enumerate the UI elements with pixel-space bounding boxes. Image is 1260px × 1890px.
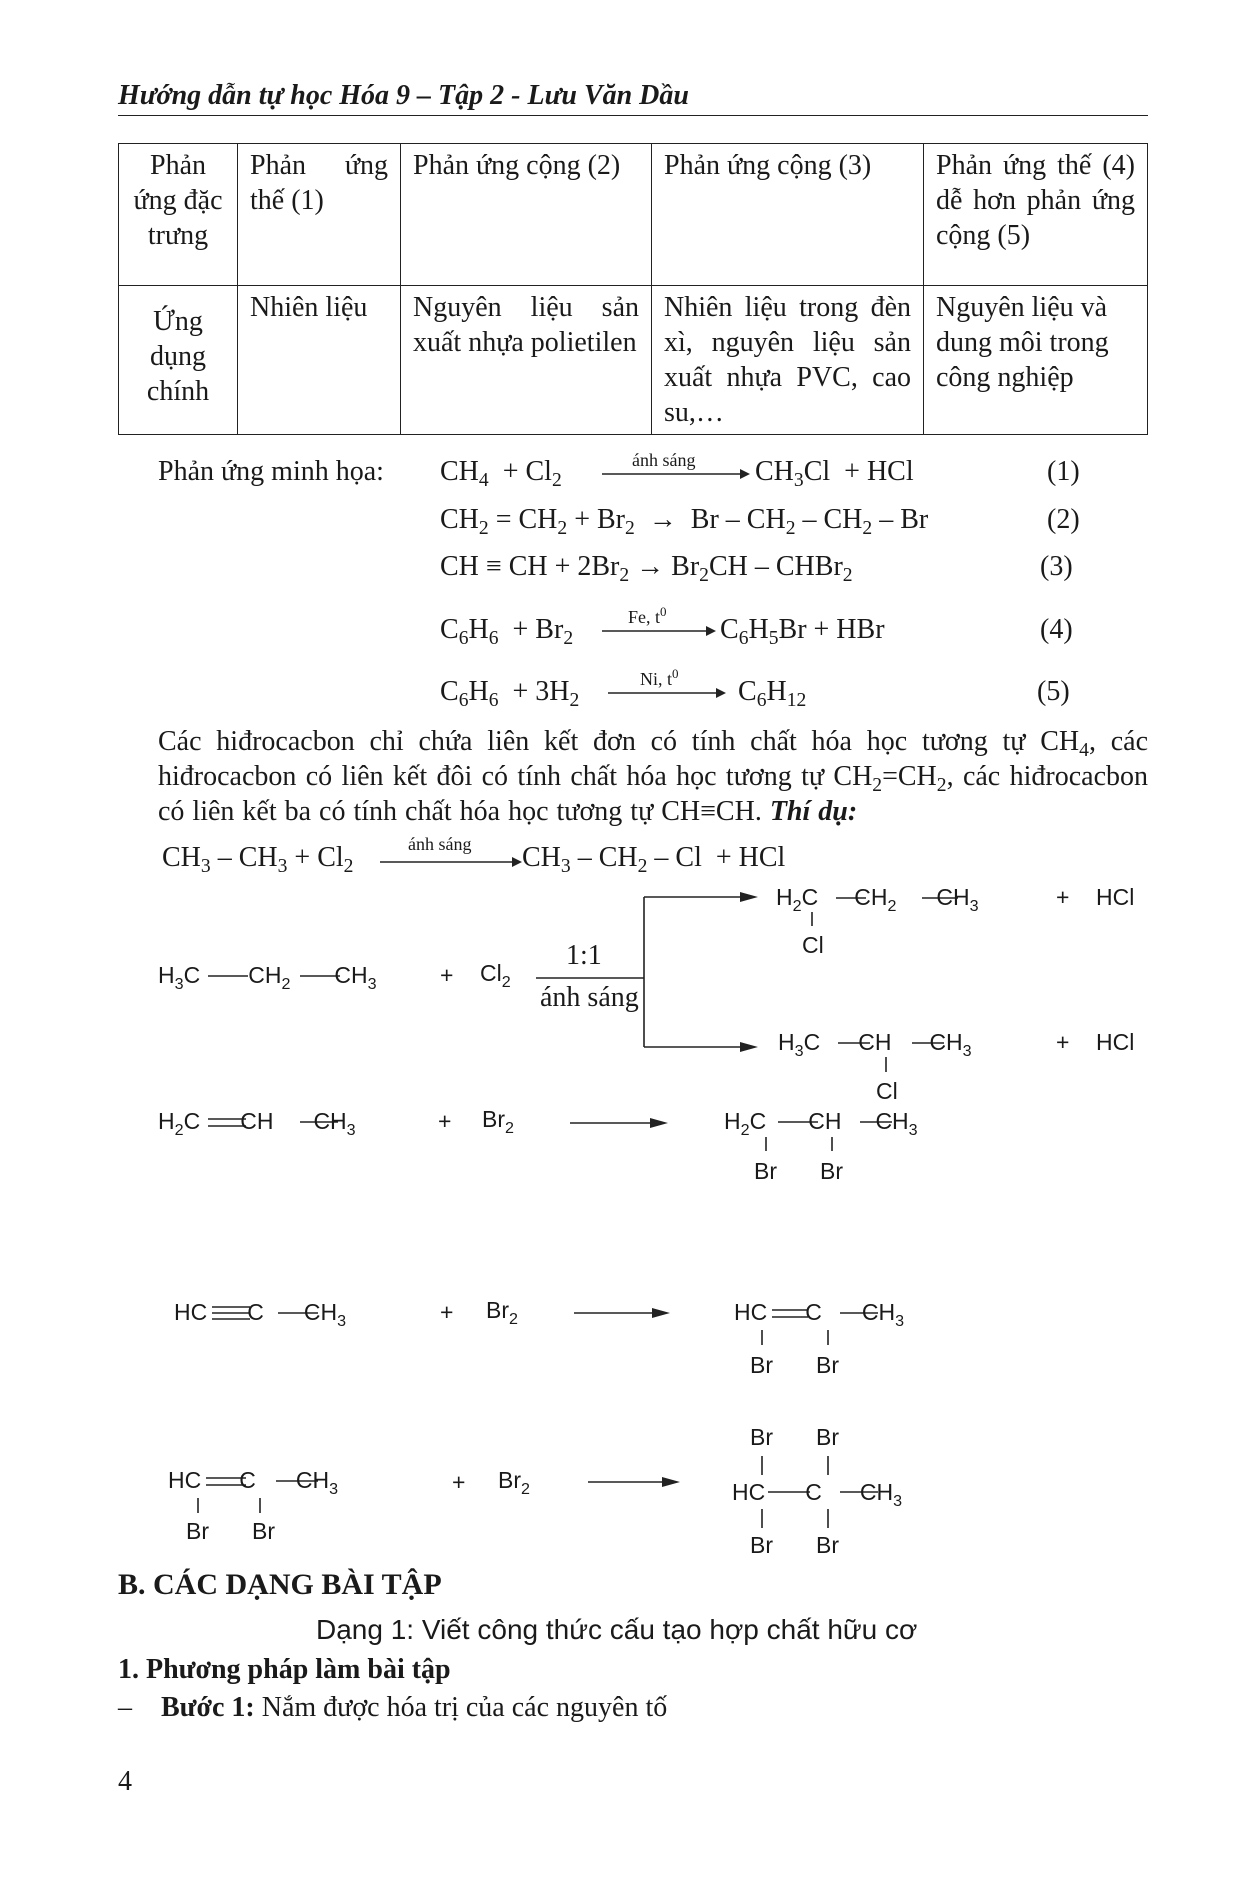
plus-sign: +: [438, 1108, 452, 1134]
equation-4-number: (4): [1040, 614, 1073, 645]
example-label: Thí dụ:: [769, 796, 858, 827]
plus-sign: +: [452, 1469, 466, 1495]
illustration-label: Phản ứng minh họa:: [158, 456, 384, 487]
table-cell: Nhiên liệu: [238, 286, 401, 435]
chlorine-substituent: Cl: [802, 932, 824, 958]
dang-1-title: Dạng 1: Viết công thức cấu tạo hợp chất hữu cơ: [316, 1614, 918, 1645]
table-cell: Nguyên liệu sản xuất nhựa polietilen: [401, 286, 652, 435]
equation-4-left: $C_6H_6 + Br_2$: [440, 614, 574, 649]
example-equation-left: $CH_3 - CH_3 + Cl_2$: [162, 842, 354, 877]
dibromopropene: HC C $CH_3$: [168, 1467, 339, 1498]
chlorine: $Cl_2$: [480, 960, 511, 991]
page-number: 4: [118, 1766, 132, 1797]
paragraph-line-2-tail: , các: [946, 761, 1001, 792]
table-cell: Phản ứng cộng (3): [652, 144, 924, 286]
equation-1-left: $CH_4 + Cl_2$: [440, 456, 562, 491]
product-2-chloropropane: $H_3C$ CH $CH_3$: [778, 1029, 972, 1060]
ratio-label: 1:1: [566, 940, 602, 971]
bromine-substituent: Br: [820, 1158, 843, 1184]
tetrabromopropane: HC C $CH_3$: [732, 1479, 903, 1510]
propyne: HC C $CH_3$: [174, 1299, 347, 1330]
chlorine-substituent: Cl: [876, 1078, 898, 1104]
hcl-byproduct: HCl: [1096, 884, 1135, 910]
bromine-substituent: Br: [816, 1424, 839, 1450]
bromine-substituent: Br: [816, 1532, 839, 1558]
equation-3: CH ≡ CH + $2Br_2 \to Br_2CH$ – CHBr$_2$: [440, 551, 853, 586]
plus-sign: +: [440, 962, 454, 988]
example-equation-right: $CH_3 - CH_2$ – Cl + HCl: [522, 842, 786, 877]
paragraph-line-3: hiđrocacbon có liên kết ba có tính chất hóa học tương tự CH≡CH.: [158, 761, 1148, 827]
table-cell: Nguyên liệu và dung môi trong công nghiệp: [924, 286, 1148, 435]
step-1-text: Nắm được hóa trị của các nguyên tố: [261, 1692, 668, 1723]
row-header: Phản ứng đặc trưng: [119, 144, 238, 286]
plus-sign: +: [440, 1299, 454, 1325]
equation-1-condition: ánh sáng: [632, 450, 696, 470]
table-cell: Phản ứng cộng (2): [401, 144, 652, 286]
equation-3-number: (3): [1040, 551, 1073, 582]
section-b-title: B. CÁC DẠNG BÀI TẬP: [118, 1568, 442, 1601]
step-1: [118, 1692, 667, 1724]
equation-4-condition: Fe, $t^0$: [628, 604, 667, 627]
bromine-substituent: Br: [186, 1518, 209, 1544]
condition-label: ánh sáng: [540, 982, 639, 1013]
equation-1-number: (1): [1047, 456, 1080, 487]
table-cell: Nhiên liệu trong đèn xì, nguyên liệu sản xuất nhựa PVC, cao su,…: [652, 286, 924, 435]
equation-5-number: (5): [1037, 676, 1070, 707]
dibromopropane: $H_2C$ CH $CH_3$: [724, 1108, 918, 1139]
running-header: Hướng dẫn tự học Hóa 9 – Tập 2 - Lưu Văn Dầu: [118, 80, 689, 111]
method-title: 1. Phương pháp làm bài tập: [118, 1654, 451, 1685]
propene: $H_2C$ CH $CH_3$: [158, 1108, 356, 1139]
bromine-substituent: Br: [750, 1352, 773, 1378]
bromine: $Br_2$: [486, 1297, 518, 1328]
bromine-substituent: Br: [252, 1518, 275, 1544]
bromine: $Br_2$: [498, 1467, 530, 1498]
bromine-substituent: Br: [816, 1352, 839, 1378]
table-cell: Phản ứng thế (4) dễ hơn phản ứng cộng (5): [924, 144, 1148, 286]
equation-5-left: $C_6H_6 + 3H_2$: [440, 676, 580, 711]
hcl-byproduct: HCl: [1096, 1029, 1135, 1055]
equation-1-right: $CH_3Cl$ + HCl: [755, 456, 914, 491]
equation-2: $CH_2 = CH_2 + Br_2 \to Br - CH_2 - CH_2 - Br$: [440, 504, 929, 539]
equation-5-right: $C_6H_{12}$: [738, 676, 807, 711]
step-1-label: Bước 1:: [161, 1692, 255, 1723]
paragraph-line-2: hiđrocacbon có liên kết đôi có tính chất hóa học tương tự CH: [158, 761, 873, 792]
equation-5-condition: Ni, $t^0$: [640, 666, 679, 689]
equation-4-right: $C_6H_5Br$ + HBr: [720, 614, 885, 649]
paragraph-line-1-tail: , các: [1088, 726, 1148, 757]
bromine: $Br_2$: [482, 1106, 514, 1137]
plus-sign: +: [1056, 1029, 1070, 1055]
equation-2-number: (2): [1047, 504, 1080, 535]
row-header: Ứng dụng chính: [119, 286, 238, 435]
step-1-dash: –: [118, 1692, 132, 1723]
bromine-substituent: Br: [750, 1532, 773, 1558]
product-1-chloropropane: $H_2C$ $CH_2$ $CH_3$: [776, 884, 979, 915]
paragraph-hydrocarbon: Các hiđrocacbon chỉ chứa liên kết đơn có tính chất hóa học tương tự $CH_4$, các hiđrocacbon có liên kết đôi có tính chất hóa học tương tự $CH_2=CH_2$, các hiđrocacbon có liên kết ba có tính chất hóa học tương tự CH≡CH. Thí dụ:: [158, 726, 1148, 827]
bromine-substituent: Br: [754, 1158, 777, 1184]
propane: $H_3C$ $CH_2$ $CH_3$: [158, 962, 377, 993]
paragraph-line-1: Các hiđrocacbon chỉ chứa liên kết đơn có tính chất hóa học tương tự CH: [158, 726, 1080, 757]
example-equation-condition: ánh sáng: [408, 834, 472, 854]
plus-sign: +: [1056, 884, 1070, 910]
bromine-substituent: Br: [750, 1424, 773, 1450]
table-cell: Phản ứng thế (1): [238, 144, 401, 286]
dibromopropene-product: HC C $CH_3$: [734, 1299, 905, 1330]
